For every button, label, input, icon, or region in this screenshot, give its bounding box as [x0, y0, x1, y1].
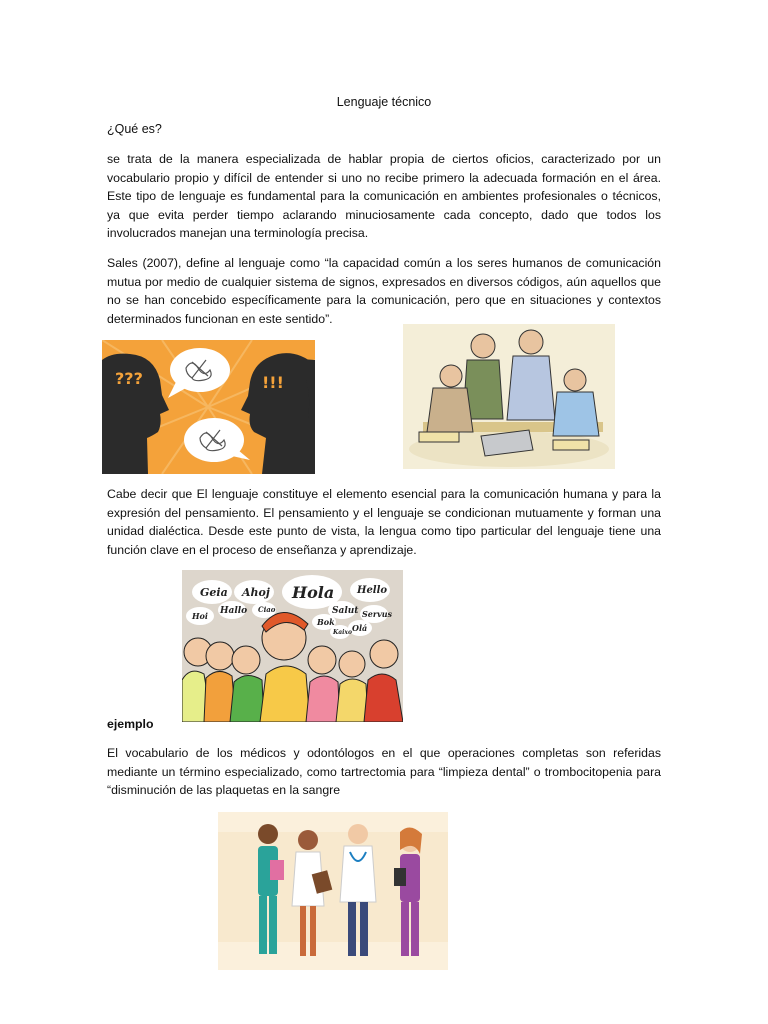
two-heads-illustration: [102, 340, 315, 474]
paragraph-sales-quote: Sales (2007), define al lenguaje como “la capacidad común a los seres humanos de comunicación mutua por medio de cualquier sistema de signos, expresados en diversos códigos, aún aquellos que no se han concebido específicamente para la comunicación, pero que en situaciones y contextos determinados funcionan en este sentido”.: [107, 256, 661, 326]
greeting-word: Hello: [357, 585, 388, 596]
example-label: ejemplo: [107, 717, 154, 731]
paragraph-medical-example: El vocabulario de los médicos y odontólogos en el que operaciones completas son referidas mediante un término especializado, como tartrectomia para “limpieza dental” o trombocitopenia para “disminución de las plaquetas en la sangre: [107, 746, 661, 798]
greeting-word: Olá: [352, 623, 368, 633]
greeting-word: Hola: [292, 583, 335, 602]
greetings-crowd-illustration: [182, 570, 403, 722]
paragraph-definition: se trata de la manera especializada de hablar propia de ciertos oficios, caracterizado por un vocabulario propio y difícil de entender si uno no recibe primero la adecuada formación en el área. Este tipo de lenguaje es fundamental para la comunicación en ambientes profesionales o técnicos, ya que evita perder tiempo aclarando minuciosamente cada concepto, dado que todos los involucrados manejan una terminología precisa.: [107, 152, 661, 241]
greeting-word: Kaixo: [333, 629, 352, 636]
question-marks: ???: [115, 369, 143, 388]
greeting-word: Geia: [200, 586, 228, 599]
greeting-word: Salut: [332, 606, 359, 616]
page-title: Lenguaje técnico: [336, 95, 432, 109]
office-workers-illustration: [403, 324, 615, 469]
greeting-word: Servus: [362, 609, 393, 619]
greeting-word: Hallo: [220, 606, 248, 616]
greeting-word: Ciao: [258, 605, 276, 614]
exclamation-marks: !!!: [262, 373, 284, 392]
greeting-word: Hoi: [192, 611, 208, 621]
medical-team-illustration: [218, 812, 448, 970]
paragraph-language-thought: Cabe decir que El lenguaje constituye el elemento esencial para la comunicación humana y para la expresión del pensamiento. El pensamiento y el lenguaje se condicionan mutuamente y forman una unidad dialéctica. Desde este punto de vista, la lengua como tipo particular del lenguaje tiene una función clave en el proceso de enseñanza y aprendizaje.: [107, 487, 661, 557]
greeting-word: Ahoj: [242, 586, 270, 599]
greeting-word: Bok: [317, 617, 335, 627]
section-question: ¿Qué es?: [107, 122, 162, 136]
